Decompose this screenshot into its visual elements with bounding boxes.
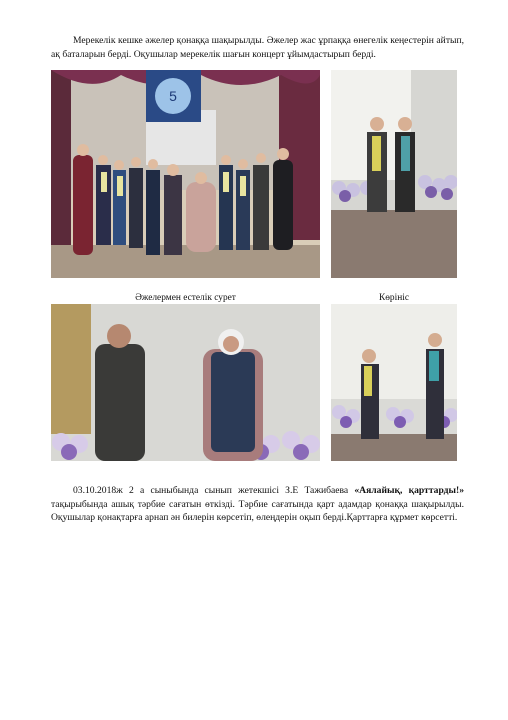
intro-paragraph-text: Мерекелік кешке әжелер қонаққа шақырылды. Әжелер жас ұрпаққа өнегелік кеңестерін айтып, ақ баталарын берді. Оқушылар мерекелік шағын концерт ұйымдастырып берді.: [51, 35, 464, 60]
lesson-paragraph: [51, 484, 464, 525]
group-photo: [51, 70, 320, 278]
lesson-title: «Аялайық, қарттарды!»: [354, 485, 464, 496]
stage-photo-girls: [331, 70, 457, 278]
banner-logo-text: 5: [169, 88, 177, 104]
grandmothers-photo: [51, 304, 320, 461]
caption-scene: Көрініс: [378, 293, 409, 303]
lesson-paragraph-body: тақырыбында ашық тәрбие сағатын өткізді. Тәрбие сағатында қарт адамдар қонаққа шақырылды. Оқушылар қонақтарға арнап ән билерін көрсетіп, өлеңдерін оқып берді.Қарттарға құрмет көрсетті.: [51, 498, 464, 524]
intro-paragraph: [51, 34, 464, 61]
stage-photo-boys: [331, 304, 457, 461]
caption-group-photo: Әжелермен естелік сурет: [135, 293, 236, 303]
lesson-paragraph-intro: 03.10.2018ж 2 а сыныбында сынып жетекшісі З.Е Тажибаева: [73, 485, 355, 496]
